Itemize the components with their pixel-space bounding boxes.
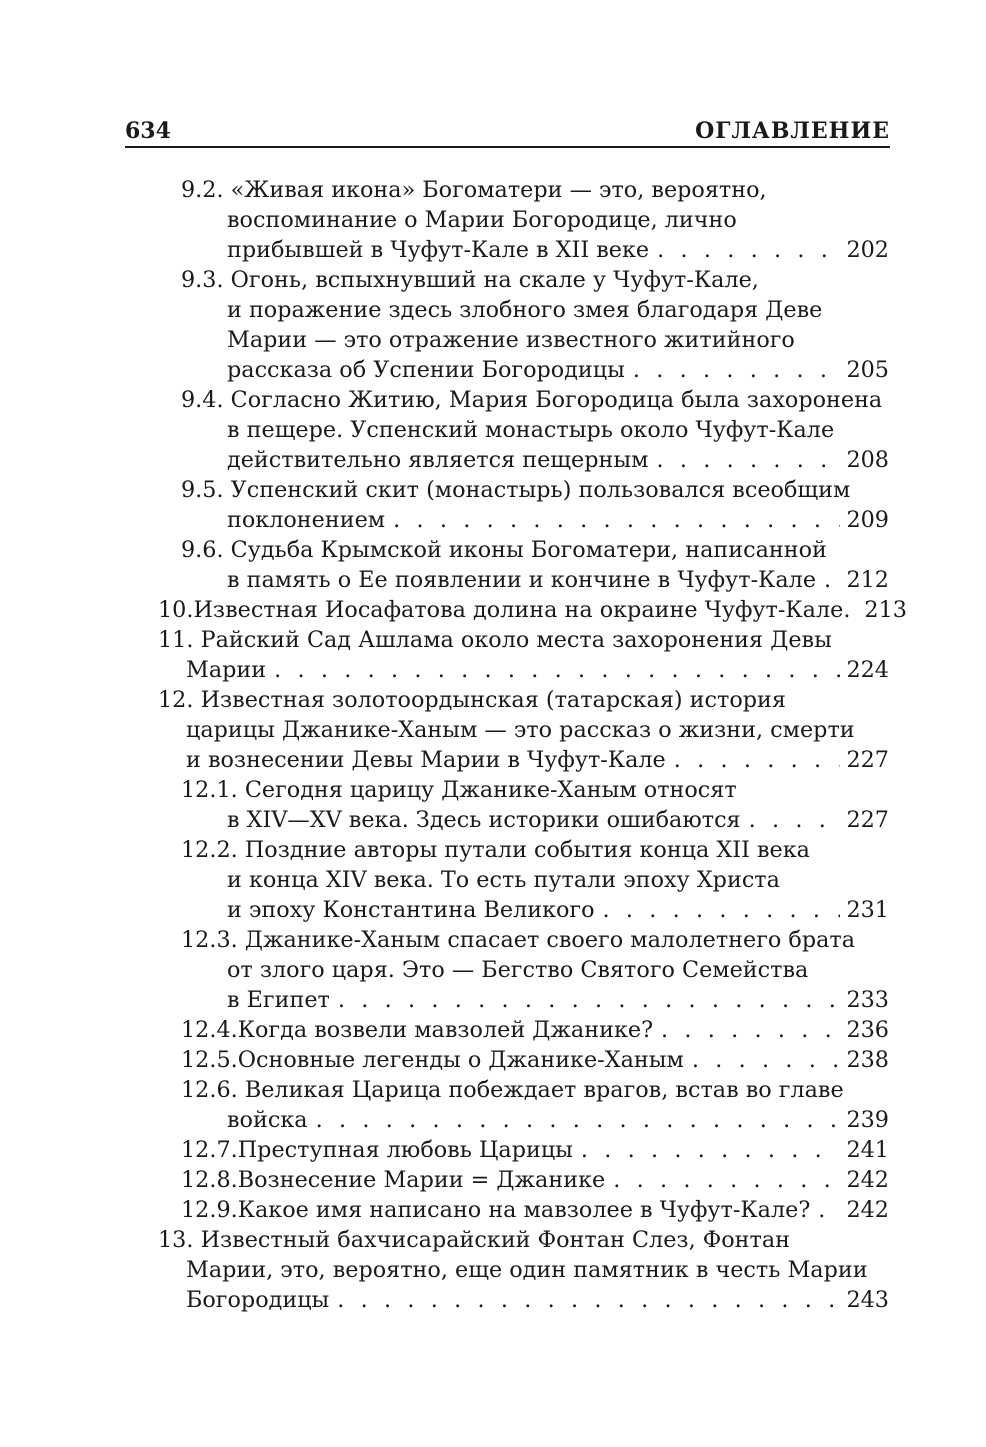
toc-entry-line bbox=[158, 625, 832, 655]
toc-entry-number: 9.4. bbox=[181, 387, 231, 413]
toc-entry-number: 12. bbox=[158, 687, 201, 713]
toc-entry-text: Судьба Крымской иконы Богоматери, написанной bbox=[230, 537, 827, 563]
page-header bbox=[125, 114, 890, 148]
toc-entry-page: 205 bbox=[846, 357, 889, 383]
toc-entry-line bbox=[181, 1165, 889, 1195]
dot-leader bbox=[633, 355, 841, 385]
toc-entry-line bbox=[227, 355, 889, 385]
toc-entry-line bbox=[227, 865, 780, 895]
toc-entry-number: 9.2. bbox=[181, 177, 231, 203]
toc-entry-text: воспоминание о Марии Богородице, лично bbox=[227, 207, 737, 233]
dot-leader bbox=[656, 445, 840, 475]
dot-leader bbox=[661, 1015, 840, 1045]
toc-entry-page: 227 bbox=[846, 747, 889, 773]
toc-entry-page: 202 bbox=[846, 237, 889, 263]
toc-entry-line bbox=[227, 505, 889, 535]
toc-entry-line bbox=[181, 385, 882, 415]
toc-entry-number: 9.5. bbox=[181, 477, 231, 503]
dot-leader bbox=[818, 1195, 840, 1225]
toc-entry-line bbox=[227, 985, 889, 1015]
toc-entry-page: 227 bbox=[846, 807, 889, 833]
toc-entry-page: 224 bbox=[846, 657, 889, 683]
toc-entry-text: и поражение здесь злобного змея благодаря Деве bbox=[227, 297, 823, 323]
toc-entry-line bbox=[227, 1105, 889, 1135]
toc-entry-number: 12.4. bbox=[181, 1017, 238, 1043]
toc-entry-text: Согласно Житию, Мария Богородица была захоронена bbox=[230, 387, 883, 413]
toc-entry-text: Известная золотоордынская (татарская) история bbox=[200, 687, 786, 713]
toc-entry-page: 238 bbox=[846, 1047, 889, 1073]
toc-entry-line bbox=[227, 445, 889, 475]
toc-entry-line bbox=[227, 805, 889, 835]
toc-entry-text: Вознесение Марии = Джанике bbox=[237, 1167, 606, 1193]
toc-entry-text: Преступная любовь Царицы bbox=[237, 1137, 573, 1163]
running-title: ОГЛАВЛЕНИЕ bbox=[695, 118, 890, 144]
toc-entry-text: войска bbox=[227, 1107, 308, 1133]
toc-entry-text: Известный бахчисарайский Фонтан Слез, Фонтан bbox=[200, 1227, 791, 1253]
toc-entry-text: Какое имя написано на мавзолее в Чуфут-Кале? bbox=[237, 1197, 811, 1223]
toc-entry-line bbox=[227, 565, 889, 595]
toc-entry-line bbox=[181, 175, 767, 205]
dot-leader bbox=[657, 235, 840, 265]
toc-entry-number: 12.2. bbox=[181, 837, 245, 863]
toc-entry-text: в пещере. Успенский монастырь около Чуфут-Кале bbox=[227, 417, 835, 443]
toc-entry-number: 12.1. bbox=[181, 777, 245, 803]
toc-entry-text: Марии — это отражение известного житийного bbox=[227, 327, 795, 353]
toc-entry-page: 239 bbox=[846, 1107, 889, 1133]
toc-entry-number: 12.3. bbox=[181, 927, 245, 953]
toc-entry-number: 10. bbox=[158, 597, 194, 623]
toc-entry-line bbox=[181, 1135, 889, 1165]
toc-entry-text: рассказа об Успении Богородицы bbox=[227, 357, 625, 383]
toc-entry-line bbox=[181, 925, 855, 955]
toc-entry-line bbox=[227, 415, 834, 445]
toc-entry-text: прибывшей в Чуфут-Кале в XII веке bbox=[227, 237, 650, 263]
toc-entry-line bbox=[227, 205, 737, 235]
toc-entry-line bbox=[227, 955, 808, 985]
toc-entry-text: в XIV—XV века. Здесь историки ошибаются bbox=[227, 807, 741, 833]
toc-entry-number: 12.7. bbox=[181, 1137, 238, 1163]
toc-entry-number: 9.6. bbox=[181, 537, 231, 563]
toc-entry-text: царицы Джанике-Ханым — это рассказ о жизни, смерти bbox=[186, 717, 855, 743]
toc-entry-line bbox=[181, 535, 827, 565]
toc-entry-text: «Живая икона» Богоматери — это, вероятно, bbox=[230, 177, 767, 203]
toc-entry-line bbox=[186, 715, 855, 745]
toc-entry-line bbox=[181, 775, 737, 805]
dot-leader bbox=[338, 985, 841, 1015]
toc-entry-line bbox=[186, 1285, 889, 1315]
toc-entry-line bbox=[227, 895, 889, 925]
toc-entry-line bbox=[181, 1045, 889, 1075]
toc-entry-number: 12.8. bbox=[181, 1167, 238, 1193]
toc-entry-text: Марии, это, вероятно, еще один памятник в честь Марии bbox=[186, 1257, 868, 1283]
toc-entry-text: Великая Царица побеждает врагов, встав во главе bbox=[244, 1077, 844, 1103]
toc-entry-line bbox=[181, 475, 850, 505]
toc-entry-page: 231 bbox=[846, 897, 889, 923]
toc-entry-text: Успенский скит (монастырь) пользовался всеобщим bbox=[230, 477, 851, 503]
dot-leader bbox=[824, 565, 840, 595]
dot-leader bbox=[337, 1285, 840, 1315]
toc-entry-page: 243 bbox=[846, 1287, 889, 1313]
toc-entry-text: Райский Сад Ашлама около места захоронения Девы bbox=[200, 627, 832, 653]
toc-entry-line bbox=[227, 235, 889, 265]
toc-entry-text: Джанике-Ханым спасает своего малолетнего брата bbox=[244, 927, 856, 953]
dot-leader bbox=[274, 655, 840, 685]
dot-leader bbox=[316, 1105, 841, 1135]
toc-entry-line bbox=[158, 595, 907, 625]
toc-entry-number: 11. bbox=[158, 627, 201, 653]
toc-entry-line bbox=[158, 685, 786, 715]
dot-leader bbox=[674, 745, 841, 775]
toc-entry-page: 209 bbox=[846, 507, 889, 533]
toc-entry-text: от злого царя. Это — Бегство Святого Семейства bbox=[227, 957, 809, 983]
page-number: 634 bbox=[125, 118, 171, 144]
toc-entry-line bbox=[181, 1075, 844, 1105]
toc-entry-text: в Египет bbox=[227, 987, 330, 1013]
toc-entry-text: и вознесении Девы Марии в Чуфут-Кале bbox=[186, 747, 666, 773]
dot-leader bbox=[581, 1135, 841, 1165]
toc-entry-number: 12.9. bbox=[181, 1197, 238, 1223]
toc-entry-text: Когда возвели мавзолей Джанике? bbox=[237, 1017, 654, 1043]
toc-entry-page: 242 bbox=[846, 1167, 889, 1193]
toc-entry-page: 208 bbox=[846, 447, 889, 473]
toc-entry-text: и эпоху Константина Великого bbox=[227, 897, 595, 923]
toc-entry-page: 241 bbox=[846, 1137, 889, 1163]
toc-entry-page: 213 bbox=[864, 597, 907, 623]
dot-leader bbox=[613, 1165, 840, 1195]
toc-entry-text: Поздние авторы путали события конца XII века bbox=[244, 837, 810, 863]
toc-entry-line bbox=[181, 265, 759, 295]
toc-entry-number: 13. bbox=[158, 1227, 201, 1253]
dot-leader bbox=[692, 1045, 841, 1075]
toc-entry-number: 9.3. bbox=[181, 267, 231, 293]
toc-entry-text: действительно является пещерным bbox=[227, 447, 649, 473]
toc-entry-text: Огонь, вспыхнувший на скале у Чуфут-Кале, bbox=[230, 267, 759, 293]
toc-entry-line bbox=[158, 1225, 790, 1255]
dot-leader bbox=[603, 895, 841, 925]
toc-entry-line bbox=[186, 1255, 868, 1285]
dot-leader bbox=[393, 505, 840, 535]
toc-entry-line bbox=[181, 1195, 889, 1225]
toc-entry-number: 12.5. bbox=[181, 1047, 238, 1073]
toc-entry-text: Богородицы bbox=[186, 1287, 330, 1313]
toc-entry-page: 233 bbox=[846, 987, 889, 1013]
toc-entry-line bbox=[227, 295, 822, 325]
toc-entry-text: поклонением bbox=[227, 507, 386, 533]
toc-entry-line bbox=[186, 655, 889, 685]
toc-entry-text: Сегодня царицу Джанике-Ханым относят bbox=[244, 777, 737, 803]
toc-entry-page: 236 bbox=[846, 1017, 889, 1043]
toc-entry-text: в память о Ее появлении и кончине в Чуфут-Кале bbox=[227, 567, 817, 593]
toc-entry-line bbox=[227, 325, 795, 355]
toc-entry-line bbox=[181, 835, 810, 865]
toc-entry-text: и конца XIV века. То есть путали эпоху Христа bbox=[227, 867, 780, 893]
toc-entry-page: 242 bbox=[846, 1197, 889, 1223]
toc-entry-line bbox=[181, 1015, 889, 1045]
toc-entry-text: Основные легенды о Джанике-Ханым bbox=[237, 1047, 684, 1073]
toc-entry-text: Известная Иосафатова долина на окраине Чуфут-Кале. bbox=[193, 597, 851, 623]
toc-entry-number: 12.6. bbox=[181, 1077, 245, 1103]
dot-leader bbox=[749, 805, 841, 835]
toc-entry-page: 212 bbox=[846, 567, 889, 593]
toc-entry-line bbox=[186, 745, 889, 775]
toc-entry-text: Марии bbox=[186, 657, 267, 683]
